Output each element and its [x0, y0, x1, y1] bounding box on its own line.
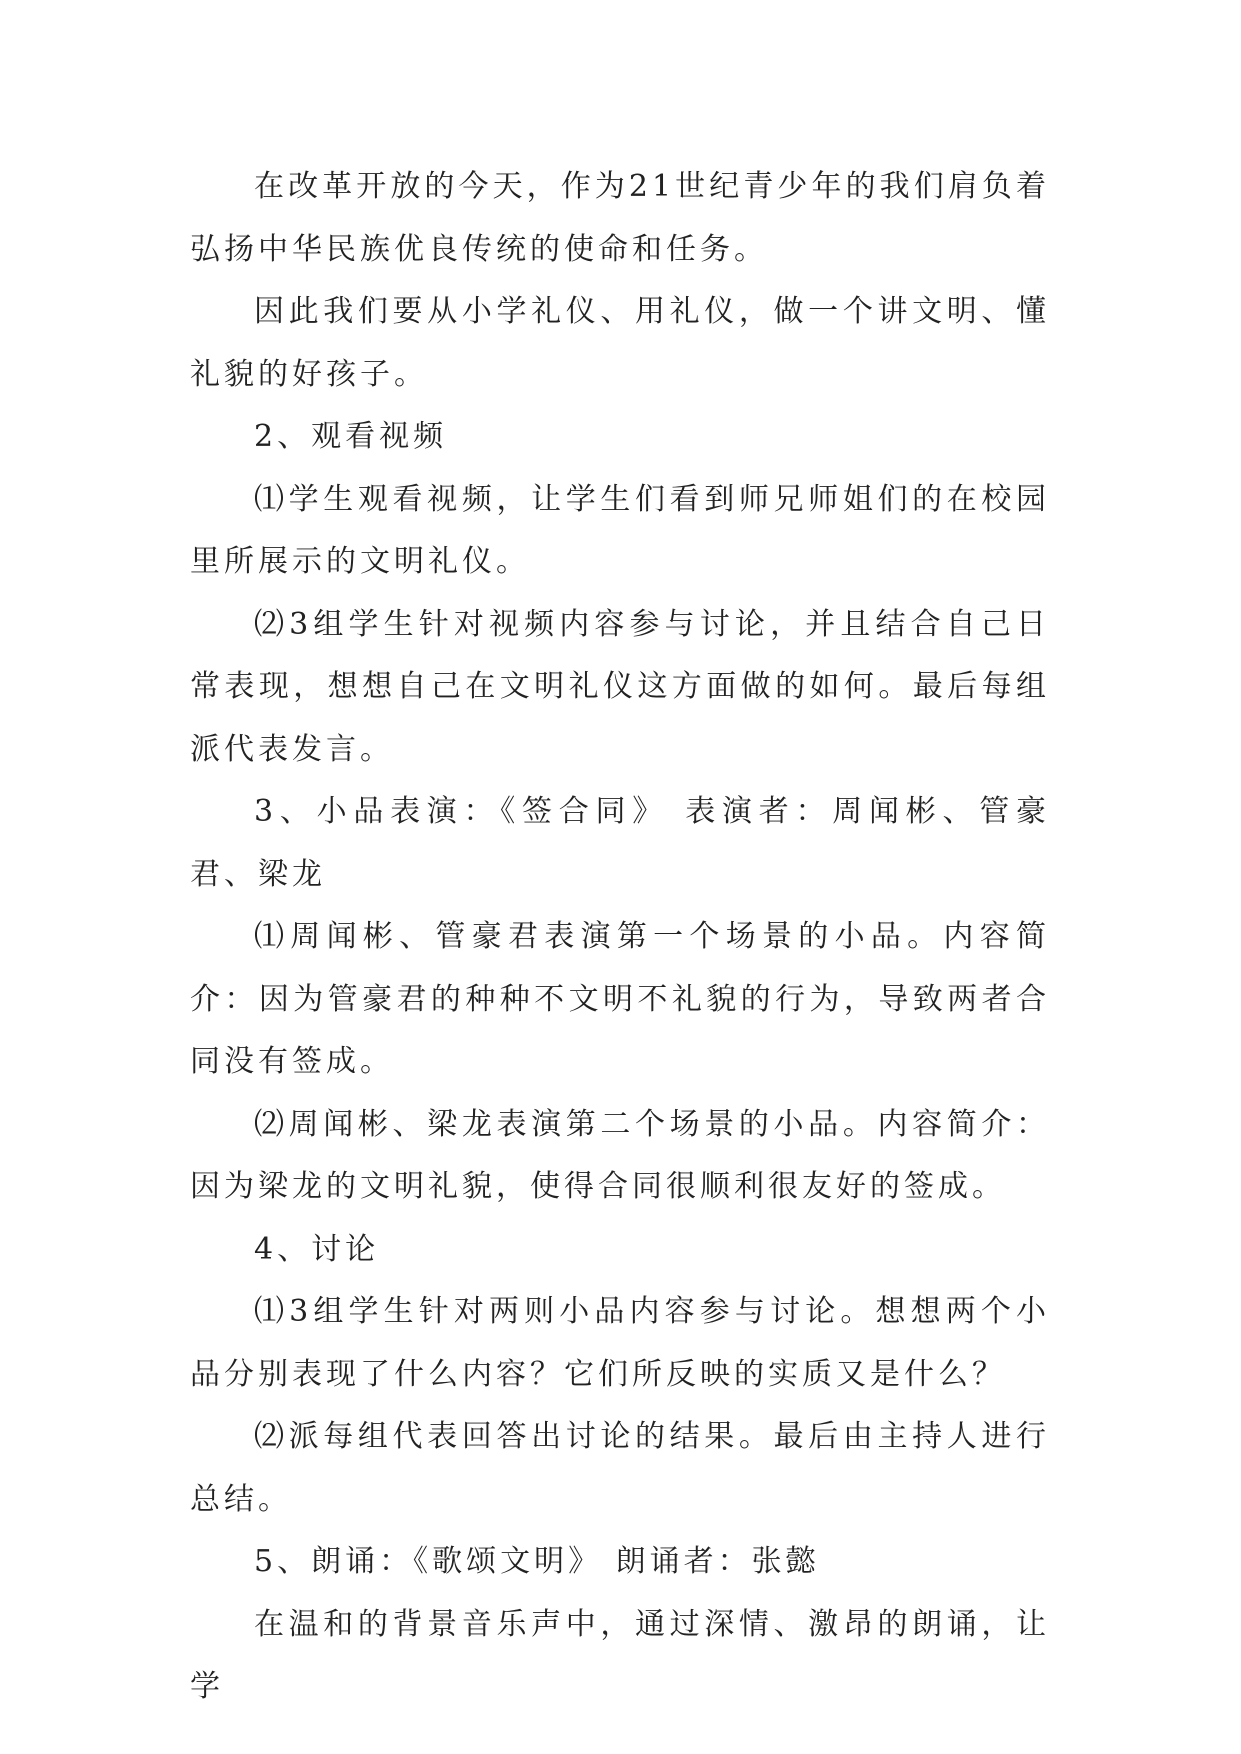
section-heading: 5、朗诵：《歌颂文明》 朗诵者：张懿 — [254, 1544, 820, 1579]
paragraph: 因此我们要从小学礼仪、用礼仪，做一个讲文明、懂礼貌的好孩子。 — [190, 294, 1050, 392]
paragraph: ⑵3组学生针对视频内容参与讨论，并且结合自己日常表现，想想自己在文明礼仪这方面做的如何。最后每组派代表发言。 — [190, 606, 1050, 767]
paragraph: ⑴学生观看视频，让学生们看到师兄师姐们的在校园里所展示的文明礼仪。 — [190, 481, 1050, 579]
paragraph: ⑴3组学生针对两则小品内容参与讨论。想想两个小品分别表现了什么内容？它们所反映的实质又是什么？ — [190, 1294, 1050, 1392]
paragraph: ⑵周闻彬、梁龙表演第二个场景的小品。内容简介：因为梁龙的文明礼貌，使得合同很顺利很友好的签成。 — [190, 1106, 1050, 1204]
section-heading: 2、观看视频 — [254, 419, 448, 454]
paragraph: ⑴周闻彬、管豪君表演第一个场景的小品。内容简介：因为管豪君的种种不文明不礼貌的行为，导致两者合同没有签成。 — [190, 919, 1050, 1079]
section-heading: 4、讨论 — [254, 1231, 380, 1267]
paragraph: ⑵派每组代表回答出讨论的结果。最后由主持人进行总结。 — [190, 1419, 1050, 1517]
paragraph: 在改革开放的今天，作为21世纪青少年的我们肩负着弘扬中华民族优良传统的使命和任务。 — [190, 169, 1050, 267]
document-body — [190, 156, 1050, 1719]
section-heading: 3、小品表演：《签合同》 表演者：周闻彬、管豪君、梁龙 — [190, 794, 1050, 892]
paragraph: 在温和的背景音乐声中，通过深情、激昂的朗诵，让学 — [190, 1606, 1050, 1704]
